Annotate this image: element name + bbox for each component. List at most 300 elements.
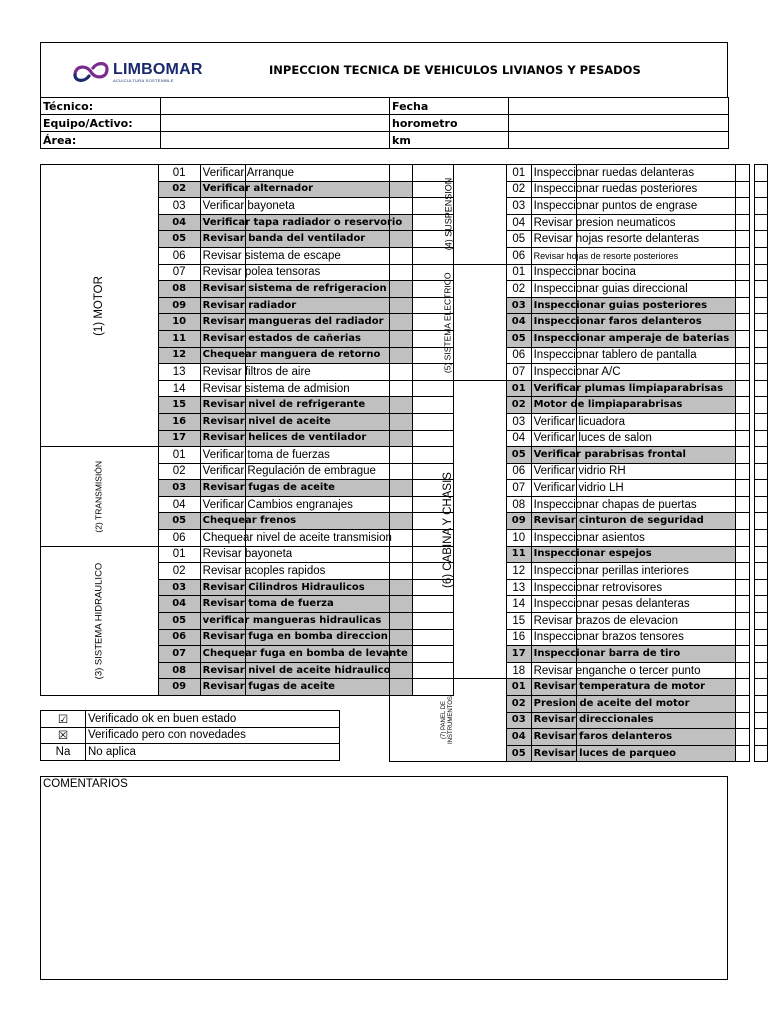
item-description (531, 596, 735, 613)
notes-cell[interactable] (754, 496, 767, 513)
item-number: 06 (158, 247, 200, 264)
legend-na-symbol: Na (41, 744, 86, 761)
item-description (531, 712, 735, 729)
item-number: 06 (506, 347, 531, 364)
item-description (200, 646, 412, 663)
item-number: 01 (506, 264, 531, 281)
area-label: Área: (41, 132, 161, 149)
legend-issue-symbol: ☒ (41, 727, 86, 744)
inner-divider (245, 314, 246, 330)
item-description (531, 463, 735, 480)
area-field[interactable] (161, 132, 390, 149)
notes-cell[interactable] (754, 347, 767, 364)
status-checkbox[interactable] (736, 314, 750, 331)
item-description (531, 165, 735, 182)
tecnico-field[interactable] (161, 98, 390, 115)
item-number: 12 (158, 347, 200, 364)
status-checkbox[interactable] (736, 330, 750, 347)
item-number: 05 (158, 231, 200, 248)
item-number: 07 (506, 364, 531, 381)
item-text: Chequear frenos (202, 515, 297, 527)
item-description (531, 729, 735, 746)
inner-divider (245, 298, 246, 314)
item-description (200, 330, 412, 347)
item-number: 04 (158, 214, 200, 231)
item-description (531, 214, 735, 231)
item-text: Verificar bayoneta (202, 199, 295, 212)
item-description (531, 380, 735, 397)
notes-cell[interactable] (754, 513, 767, 530)
status-checkbox[interactable] (736, 629, 750, 646)
notes-cell[interactable] (754, 247, 767, 264)
inner-divider (245, 248, 246, 264)
notes-cell[interactable] (754, 297, 767, 314)
item-text: Revisar direccionales (533, 714, 654, 726)
notes-cell[interactable] (754, 679, 767, 696)
inner-divider (576, 513, 577, 529)
item-number: 18 (506, 662, 531, 679)
horometro-label: horometro (390, 115, 509, 132)
inner-divider (576, 679, 577, 695)
item-description (200, 563, 412, 580)
inner-divider (576, 231, 577, 247)
item-text: Revisar nivel de refrigerante (202, 399, 366, 411)
inner-divider (576, 630, 577, 646)
notes-cell[interactable] (754, 281, 767, 298)
status-checkbox[interactable] (736, 530, 750, 547)
status-checkbox[interactable] (736, 729, 750, 746)
item-description (200, 181, 412, 198)
notes-cell[interactable] (754, 463, 767, 480)
item-description (531, 247, 735, 264)
status-checkbox[interactable] (736, 646, 750, 663)
inner-divider (576, 729, 577, 745)
inner-divider (245, 265, 246, 281)
notes-cell[interactable] (754, 380, 767, 397)
inner-divider (245, 480, 246, 496)
status-checkbox[interactable] (736, 380, 750, 397)
item-number: 15 (506, 613, 531, 630)
inner-divider (245, 331, 246, 347)
item-number: 02 (158, 463, 200, 480)
item-number: 07 (158, 646, 200, 663)
inner-divider (576, 265, 577, 281)
section-label-text: (1) MOTOR (93, 275, 106, 336)
item-description (200, 513, 412, 530)
item-text: Inspeccionar faros delanteros (533, 316, 702, 328)
item-text: Revisar acoples rapidos (202, 565, 326, 578)
inner-divider (245, 182, 246, 198)
notes-cell[interactable] (754, 231, 767, 248)
item-description (200, 447, 412, 464)
inner-divider (245, 679, 246, 695)
item-number: 04 (506, 430, 531, 447)
status-checkbox[interactable] (736, 198, 750, 215)
item-number: 07 (158, 264, 200, 281)
status-checkbox[interactable] (736, 712, 750, 729)
item-number: 04 (506, 314, 531, 331)
status-checkbox[interactable] (736, 165, 750, 182)
notes-cell[interactable] (754, 413, 767, 430)
status-checkbox[interactable] (736, 745, 750, 762)
item-description (531, 198, 735, 215)
item-description (531, 231, 735, 248)
notes-cell[interactable] (754, 696, 767, 713)
checklist-row (390, 679, 768, 696)
item-text: Revisar luces de parqueo (533, 747, 677, 759)
notes-cell[interactable] (754, 214, 767, 231)
status-checkbox[interactable] (736, 613, 750, 630)
item-text: Revisar polea tensoras (202, 266, 321, 279)
item-number: 01 (506, 165, 531, 182)
status-checkbox[interactable] (736, 231, 750, 248)
inner-divider (245, 215, 246, 231)
inner-divider (576, 746, 577, 762)
inner-divider (576, 663, 577, 679)
item-text: Revisar Cilindros Hidraulicos (202, 581, 365, 593)
item-number: 09 (158, 297, 200, 314)
item-description (200, 264, 412, 281)
item-text: Motor de limpiaparabrisas (533, 399, 683, 411)
item-number: 02 (506, 281, 531, 298)
inner-divider (245, 596, 246, 612)
item-number: 17 (158, 430, 200, 447)
right-checklist (389, 164, 768, 762)
notes-cell[interactable] (754, 546, 767, 563)
item-number: 15 (158, 397, 200, 414)
legend-ok-text: Verificado ok en buen estado (86, 711, 340, 728)
status-checkbox[interactable] (736, 364, 750, 381)
status-checkbox[interactable] (736, 297, 750, 314)
item-number: 06 (158, 530, 200, 547)
item-text: Verificar vidrio LH (533, 482, 624, 495)
item-description (531, 297, 735, 314)
inner-divider (576, 298, 577, 314)
item-description (531, 629, 735, 646)
item-number: 01 (158, 447, 200, 464)
item-text: Revisar radiador (202, 299, 297, 311)
km-field[interactable] (509, 132, 729, 149)
notes-cell[interactable] (754, 480, 767, 497)
item-number: 10 (158, 314, 200, 331)
item-description (200, 530, 412, 547)
status-checkbox[interactable] (736, 214, 750, 231)
checklist-row (390, 380, 768, 397)
notes-cell[interactable] (754, 430, 767, 447)
notes-cell[interactable] (754, 447, 767, 464)
equipo-field[interactable] (161, 115, 390, 132)
section-label (390, 679, 507, 762)
status-checkbox[interactable] (736, 430, 750, 447)
item-text: Verificar Arranque (202, 166, 295, 179)
item-number: 11 (506, 546, 531, 563)
inner-divider (576, 182, 577, 198)
status-checkbox[interactable] (736, 496, 750, 513)
status-checkbox[interactable] (736, 662, 750, 679)
item-number: 02 (506, 696, 531, 713)
inner-divider (576, 497, 577, 513)
inner-divider (576, 596, 577, 612)
item-description (531, 696, 735, 713)
item-description (200, 347, 412, 364)
inner-divider (576, 198, 577, 214)
notes-cell[interactable] (754, 712, 767, 729)
status-checkbox[interactable] (736, 480, 750, 497)
item-text: Revisar fugas de aceite (202, 482, 335, 494)
notes-cell[interactable] (754, 314, 767, 331)
notes-cell[interactable] (754, 264, 767, 281)
item-description (200, 397, 412, 414)
item-description (200, 380, 412, 397)
inner-divider (576, 414, 577, 430)
horometro-field[interactable] (509, 115, 729, 132)
inner-divider (576, 381, 577, 397)
item-text: Inspeccionar guias direccional (533, 282, 688, 295)
item-text: Revisar fugas de aceite (202, 681, 335, 693)
item-description (531, 745, 735, 762)
legend-ok-symbol: ☑ (41, 711, 86, 728)
item-description (200, 364, 412, 381)
notes-cell[interactable] (754, 629, 767, 646)
notes-cell[interactable] (754, 165, 767, 182)
item-description (200, 165, 412, 182)
item-description (200, 430, 412, 447)
status-checkbox[interactable] (736, 513, 750, 530)
item-description (531, 530, 735, 547)
fecha-label: Fecha (390, 98, 509, 115)
status-checkbox[interactable] (736, 264, 750, 281)
notes-cell[interactable] (754, 646, 767, 663)
item-number: 10 (506, 530, 531, 547)
status-checkbox[interactable] (736, 546, 750, 563)
section-label-text: (7) PANEL DE INSTRUMENTOS (440, 695, 454, 744)
item-text: Revisar enganche o tercer punto (533, 664, 701, 677)
item-text: verificar mangueras hidraulicas (202, 614, 382, 626)
status-checkbox[interactable] (736, 247, 750, 264)
form-header (40, 42, 728, 98)
item-number: 05 (158, 513, 200, 530)
inner-divider (245, 348, 246, 364)
item-number: 12 (506, 563, 531, 580)
item-text: Inspeccionar guias posteriores (533, 299, 708, 311)
inner-divider (245, 497, 246, 513)
comments-box[interactable] (40, 776, 728, 980)
inner-divider (576, 331, 577, 347)
item-text: Inspeccionar tablero de pantalla (533, 349, 697, 362)
info-table (40, 97, 729, 149)
status-checkbox[interactable] (736, 679, 750, 696)
item-number: 17 (506, 646, 531, 663)
section-label (390, 264, 507, 380)
status-checkbox[interactable] (736, 281, 750, 298)
item-description (531, 397, 735, 414)
inner-divider (245, 580, 246, 596)
item-description (531, 563, 735, 580)
notes-cell[interactable] (754, 579, 767, 596)
item-number: 04 (158, 596, 200, 613)
item-text: Revisar hojas de resorte posteriores (533, 250, 679, 261)
item-description (531, 613, 735, 630)
notes-cell[interactable] (754, 745, 767, 762)
inner-divider (245, 547, 246, 563)
item-number: 05 (506, 745, 531, 762)
item-description (531, 430, 735, 447)
item-text: Revisar faros delanteros (533, 730, 673, 742)
inner-divider (576, 480, 577, 496)
notes-cell[interactable] (754, 596, 767, 613)
notes-cell[interactable] (754, 181, 767, 198)
item-number: 11 (158, 330, 200, 347)
item-text: Verificar Regulación de embrague (202, 465, 376, 478)
inner-divider (576, 314, 577, 330)
checklist-row (390, 264, 768, 281)
item-text: Revisar estados de cañerias (202, 332, 361, 344)
logo-subtitle: ACUICULTURA SOSTENIBLE (113, 77, 174, 83)
item-number: 16 (158, 413, 200, 430)
item-description (200, 198, 412, 215)
status-checkbox[interactable] (736, 397, 750, 414)
section-label (390, 165, 507, 265)
fecha-field[interactable] (509, 98, 729, 115)
item-number: 02 (158, 181, 200, 198)
item-description (200, 546, 412, 563)
inner-divider (576, 431, 577, 447)
item-text: Revisar helices de ventilador (202, 432, 367, 444)
inner-divider (576, 364, 577, 380)
inner-divider (245, 431, 246, 447)
notes-cell[interactable] (754, 364, 767, 381)
notes-cell[interactable] (754, 563, 767, 580)
item-description (531, 281, 735, 298)
km-label: km (390, 132, 509, 149)
item-text: Revisar hojas resorte delanteras (533, 233, 700, 246)
notes-cell[interactable] (754, 662, 767, 679)
status-checkbox[interactable] (736, 579, 750, 596)
item-number: 03 (158, 480, 200, 497)
item-number: 02 (506, 181, 531, 198)
legend-na-text: No aplica (86, 744, 340, 761)
notes-cell[interactable] (754, 530, 767, 547)
item-description (531, 679, 735, 696)
item-text: Revisar sistema de refrigeracion (202, 282, 387, 294)
item-text: Revisar brazos de elevacion (533, 614, 679, 627)
item-number: 05 (158, 613, 200, 630)
item-number: 08 (158, 662, 200, 679)
item-number: 05 (506, 231, 531, 248)
inner-divider (576, 613, 577, 629)
item-number: 01 (506, 380, 531, 397)
item-number: 02 (158, 563, 200, 580)
item-text: Inspeccionar puntos de engrase (533, 199, 698, 212)
inner-divider (245, 281, 246, 297)
item-description (531, 662, 735, 679)
item-text: Inspeccionar brazos tensores (533, 631, 684, 644)
item-text: Revisar cinturon de seguridad (533, 515, 704, 527)
item-description (531, 181, 735, 198)
item-text: Chequear manguera de retorno (202, 349, 381, 361)
item-number: 13 (158, 364, 200, 381)
status-checkbox[interactable] (736, 347, 750, 364)
inner-divider (245, 397, 246, 413)
notes-cell[interactable] (754, 397, 767, 414)
logo-text: LIMBOMAR (113, 60, 203, 78)
notes-cell[interactable] (754, 613, 767, 630)
item-number: 03 (506, 198, 531, 215)
item-text: Revisar presion neumaticos (533, 216, 676, 229)
status-checkbox[interactable] (736, 447, 750, 464)
item-description (200, 613, 412, 630)
item-text: Revisar bayoneta (202, 548, 293, 561)
inner-divider (576, 397, 577, 413)
form-title: INPECCION TECNICA DE VEHICULOS LIVIANOS Y PESADOS (269, 63, 641, 77)
item-number: 06 (506, 463, 531, 480)
status-checkbox[interactable] (736, 463, 750, 480)
notes-cell[interactable] (754, 198, 767, 215)
item-text: Chequear nivel de aceite transmision (202, 531, 392, 544)
item-number: 05 (506, 447, 531, 464)
status-checkbox[interactable] (736, 413, 750, 430)
tecnico-label: Técnico: (41, 98, 161, 115)
item-number: 06 (158, 629, 200, 646)
item-number: 16 (506, 629, 531, 646)
item-number: 13 (506, 579, 531, 596)
inner-divider (576, 713, 577, 729)
notes-cell[interactable] (754, 729, 767, 746)
item-text: Revisar sistema de escape (202, 249, 341, 262)
inner-divider (245, 198, 246, 214)
inner-divider (576, 447, 577, 463)
inner-divider (245, 381, 246, 397)
item-description (531, 546, 735, 563)
item-number: 04 (506, 214, 531, 231)
inner-divider (576, 464, 577, 480)
item-description (531, 330, 735, 347)
item-description (531, 447, 735, 464)
item-number: 01 (506, 679, 531, 696)
section-label-text: (2) TRANSMISIÓN (93, 461, 104, 533)
item-text: Inspeccionar ruedas delanteras (533, 166, 695, 179)
item-description (200, 314, 412, 331)
logo-mark-icon (71, 59, 111, 85)
inner-divider (576, 248, 577, 264)
status-checkbox[interactable] (736, 596, 750, 613)
item-description (200, 596, 412, 613)
notes-cell[interactable] (754, 330, 767, 347)
item-text: Chequear fuga en bomba de levante (202, 648, 408, 660)
inner-divider (576, 165, 577, 181)
status-checkbox[interactable] (736, 563, 750, 580)
inner-divider (245, 563, 246, 579)
item-text: Inspeccionar barra de tiro (533, 648, 681, 660)
status-checkbox[interactable] (736, 696, 750, 713)
section-label (41, 546, 159, 695)
item-text: Verificar parabrisas frontal (533, 448, 686, 460)
legend-issue-text: Verificado pero con novedades (86, 727, 340, 744)
item-number: 03 (506, 413, 531, 430)
item-description (200, 629, 412, 646)
legend-table (40, 710, 340, 761)
item-number: 08 (158, 281, 200, 298)
section-label-text: (6) CABINA Y CHASIS (441, 471, 454, 588)
item-text: Revisar toma de fuerza (202, 598, 334, 610)
company-logo (71, 57, 203, 87)
item-description (200, 297, 412, 314)
status-checkbox[interactable] (736, 181, 750, 198)
item-text: Inspeccionar A/C (533, 365, 621, 378)
item-number: 07 (506, 480, 531, 497)
item-description (531, 513, 735, 530)
inner-divider (576, 580, 577, 596)
